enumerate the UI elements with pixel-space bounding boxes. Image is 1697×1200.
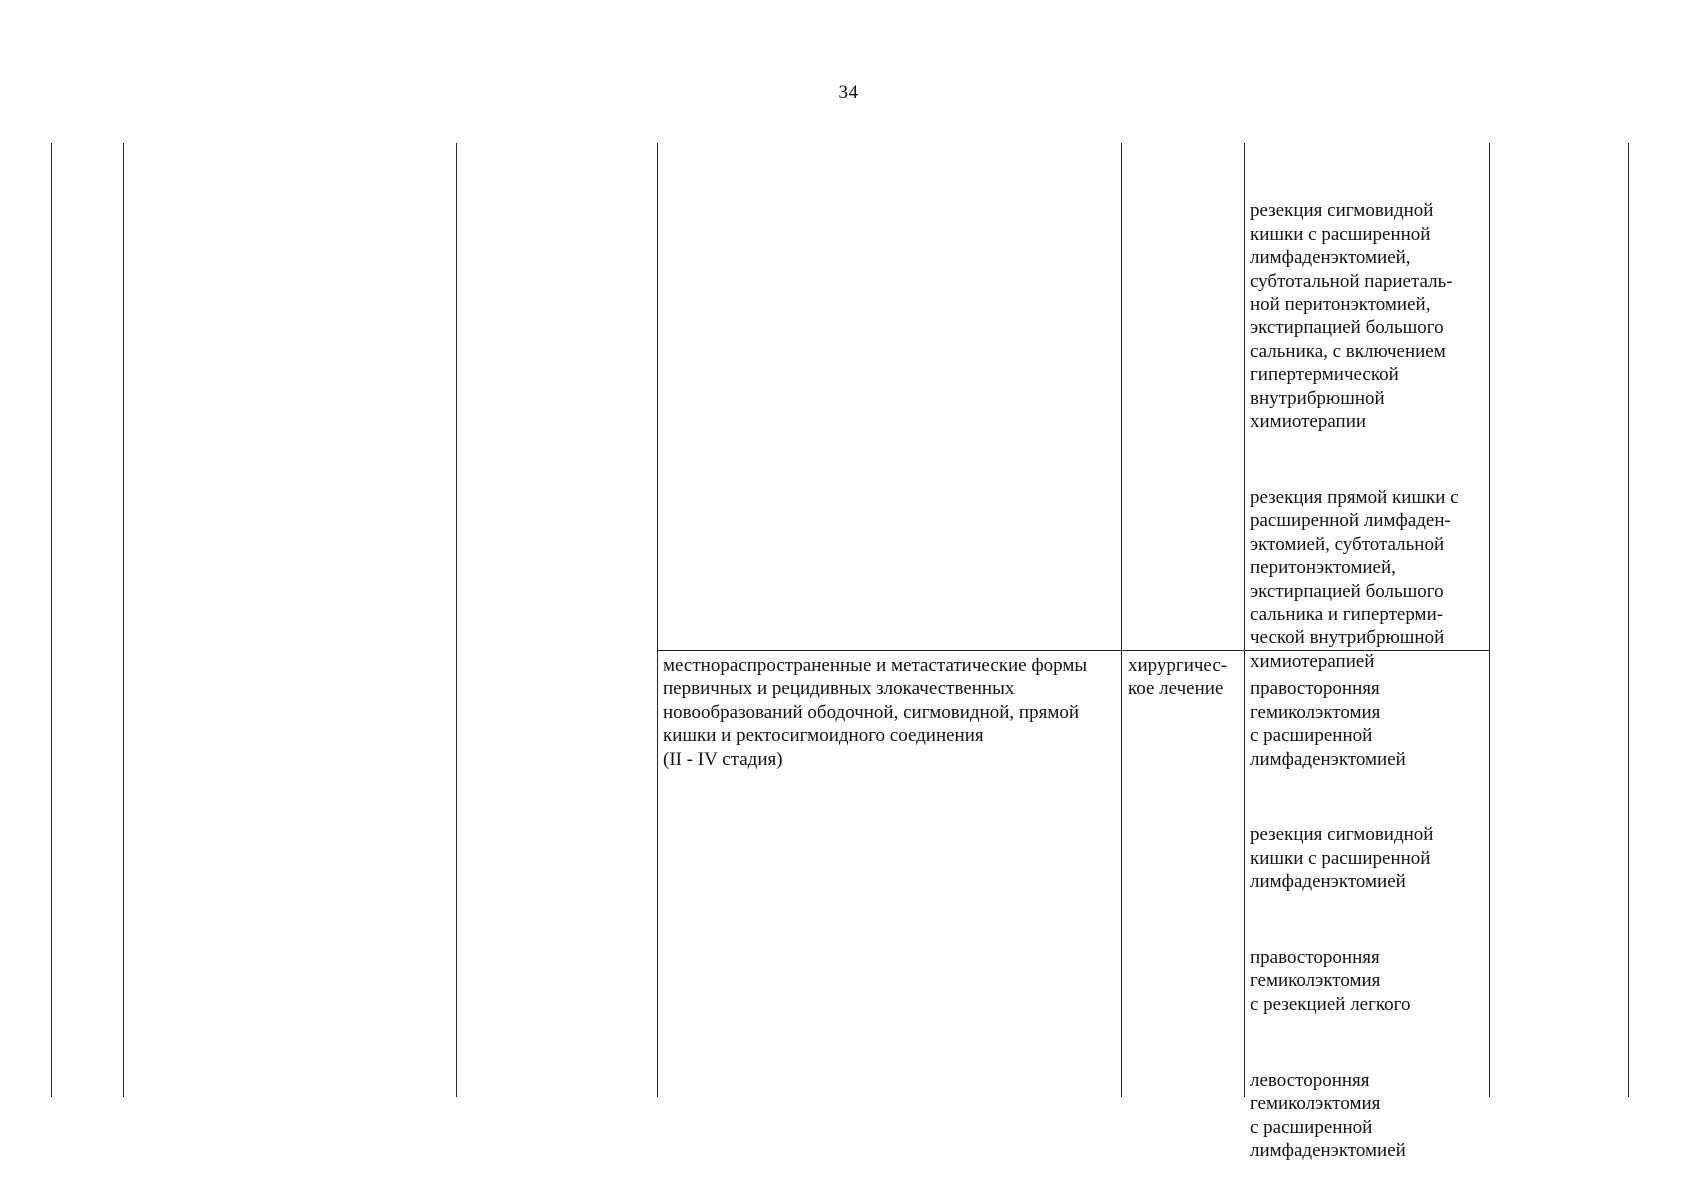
column-border-8	[1628, 143, 1629, 1097]
column-border-3	[456, 143, 457, 1097]
upper-treatment-methods-cell	[1250, 176, 1486, 697]
page-number: 34	[838, 82, 859, 103]
lower-treatment-methods-cell	[1250, 654, 1486, 1186]
treatment-method: правосторонняя гемиколэктомия с расширенной лимфаденэктомией	[1250, 678, 1406, 770]
treatment-method: резекция сигмовидной кишки с расширенной лимфаденэктомией, субтотальной париеталь- ной перитонэктомией, экстирпацией большого сальника, с включением гипертермической внутрибрюшной химиотерапии	[1250, 200, 1453, 433]
treatment-method: правосторонняя гемиколэктомия с резекцией легкого	[1250, 947, 1411, 1015]
column-border-4	[657, 143, 658, 1097]
treatment-type-cell: хирургичес- кое лечение	[1128, 655, 1228, 700]
treatment-method: левосторонняя гемиколэктомия с расширенной лимфаденэктомией	[1250, 1069, 1406, 1161]
column-border-7	[1489, 143, 1490, 1097]
treatment-method: резекция сигмовидной кишки с расширенной лимфаденэктомией	[1250, 824, 1434, 893]
column-border-1	[51, 143, 52, 1097]
condition-cell: местнораспространенные и метастатические формы первичных и рецидивных злокачественных новообразований ободочной, сигмовидной, прямой кишки и ректосигмоидного соединения (II - IV стадия)	[663, 655, 1088, 770]
column-border-5	[1121, 143, 1122, 1097]
column-border-2	[123, 143, 124, 1097]
column-border-6	[1244, 143, 1245, 1097]
treatment-method: резекция прямой кишки с расширенной лимфаден- эктомией, субтотальной перитонэктомией, экстирпацией большого сальника и гипертерми- ческой внутрибрюшной химиотерапией	[1250, 486, 1459, 672]
